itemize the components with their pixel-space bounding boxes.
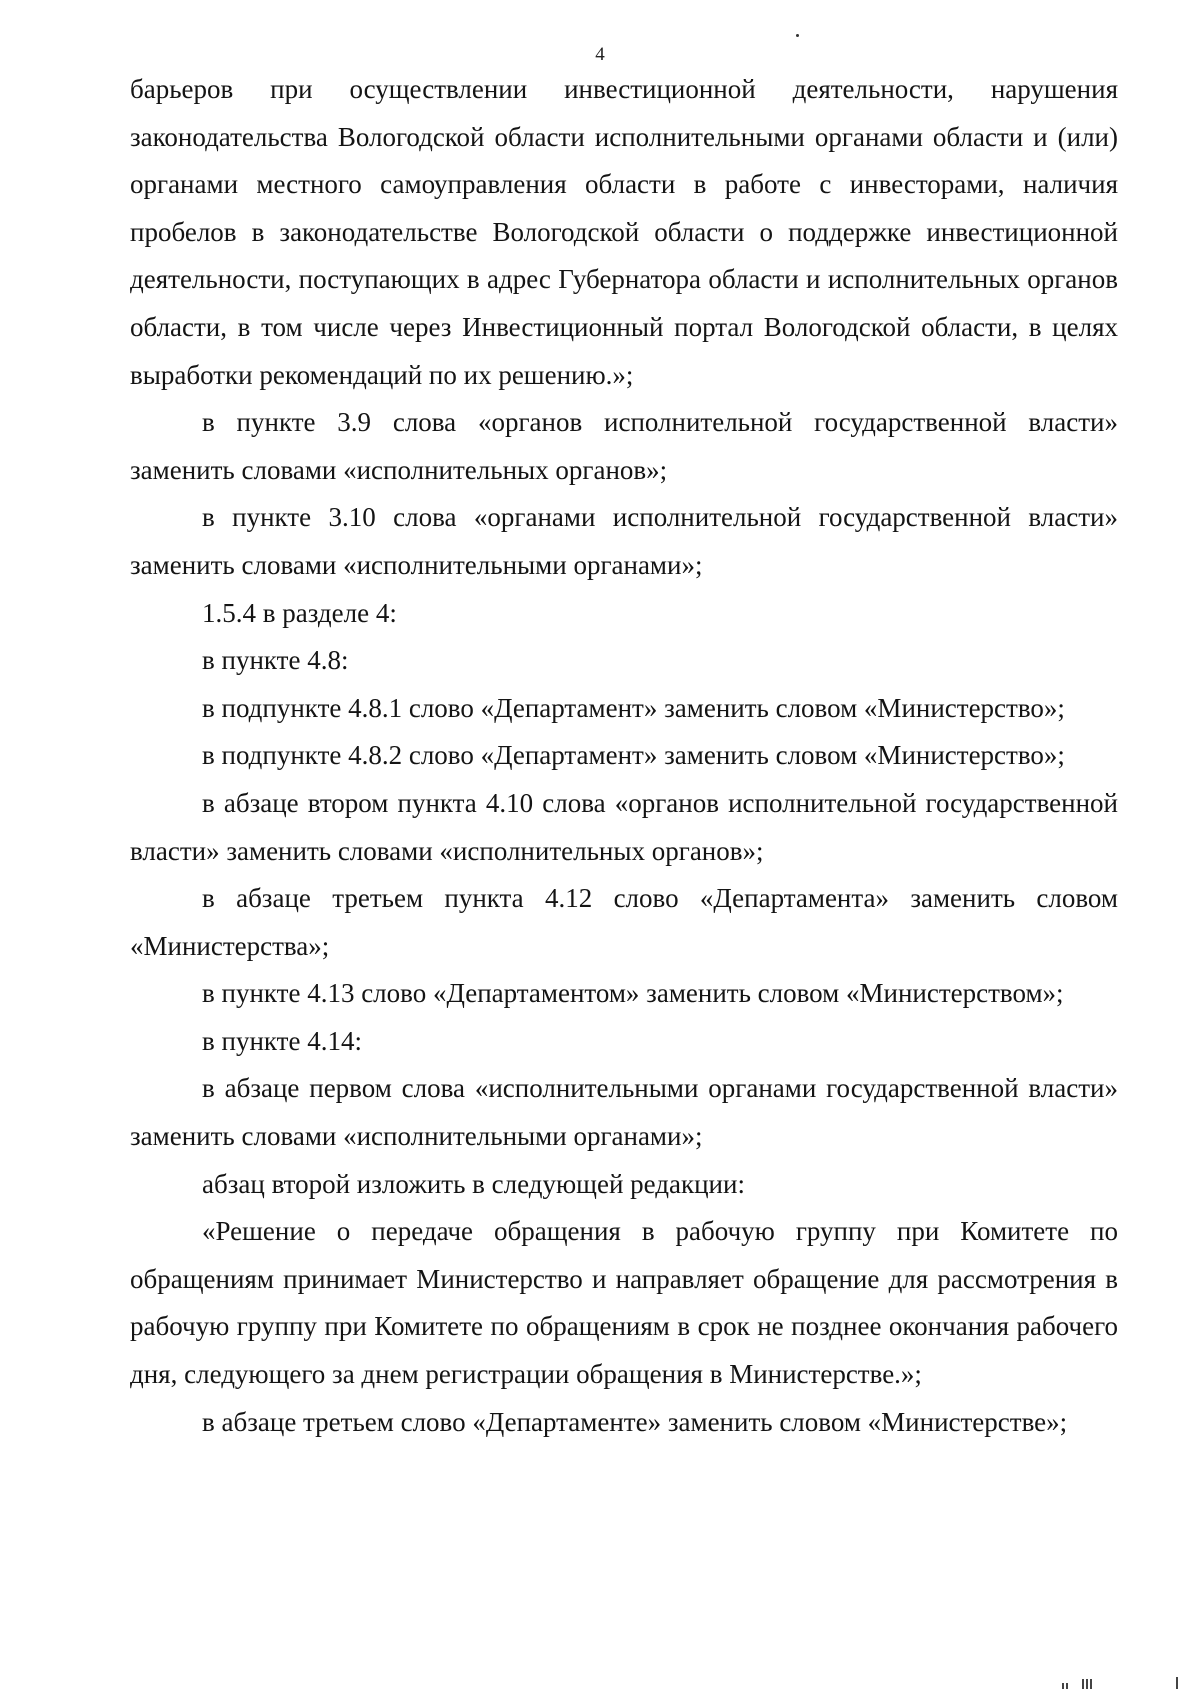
page-number: 4 [595,44,605,65]
paragraph-point-4-13: в пункте 4.13 слово «Департаментом» заменить словом «Министерством»; [202,978,1064,1009]
paragraph-subpoint-4-8-1: в подпункте 4.8.1 слово «Департамент» заменить словом «Министерство»; [202,692,1065,723]
document-body [130,66,1118,1446]
paragraph-4-14-second-intro: абзац второй изложить в следующей редакции: [202,1168,745,1199]
paragraph-point-4-14: в пункте 4.14: [202,1025,362,1056]
paragraph-subpoint-4-8-2: в подпункте 4.8.2 слово «Департамент» заменить словом «Министерство»; [202,740,1065,771]
paragraph-quoted-decision: «Решение о передаче обращения в рабочую группу при Комитете по обращениям принимает Министерство и направляет обращение для рассмотрения в рабочую группу при Комитете по обращениям в срок не позднее окончания рабочего дня, следующего за днем регистрации обращения в Министерстве.»; [130,1216,1118,1390]
paragraph-point-4-12: в абзаце третьем пункта 4.12 слово «Департамента» заменить словом «Министерства»; [130,883,1118,961]
paragraph-point-4-8: в пункте 4.8: [202,645,349,676]
paragraph-continuation: барьеров при осуществлении инвестиционной деятельности, нарушения законодательства Вологодской области исполнительными органами области и (или) органами местного самоуправления области в работе с инвесторами, наличия пробелов в законодательстве Вологодской области о поддержке инвестиционной деятельности, поступающих в адрес Губернатора области и исполнительных органов области, в том числе через Инвестиционный портал Вологодской области, в целях выработки рекомендаций по их решению.»; [130,74,1118,390]
paragraph-4-14-third: в абзаце третьем слово «Департаменте» заменить словом «Министерстве»; [202,1406,1068,1437]
scan-margin-marks [1042,1675,1192,1689]
scan-speck [796,34,799,37]
paragraph-point-4-10: в абзаце втором пункта 4.10 слова «органов исполнительной государственной власти» заменить словами «исполнительных органов»; [130,787,1118,866]
paragraph-4-14-first: в абзаце первом слова «исполнительными органами государственной власти» заменить словами «исполнительными органами»; [130,1073,1118,1152]
paragraph-amendment-3-10: в пункте 3.10 слова «органами исполнительной государственной власти» заменить словами «исполнительными органами»; [130,502,1118,580]
paragraph-amendment-3-9: в пункте 3.9 слова «органов исполнительной государственной власти» заменить словами «исполнительных органов»; [130,407,1118,485]
paragraph-section-4: 1.5.4 в разделе 4: [202,597,397,628]
